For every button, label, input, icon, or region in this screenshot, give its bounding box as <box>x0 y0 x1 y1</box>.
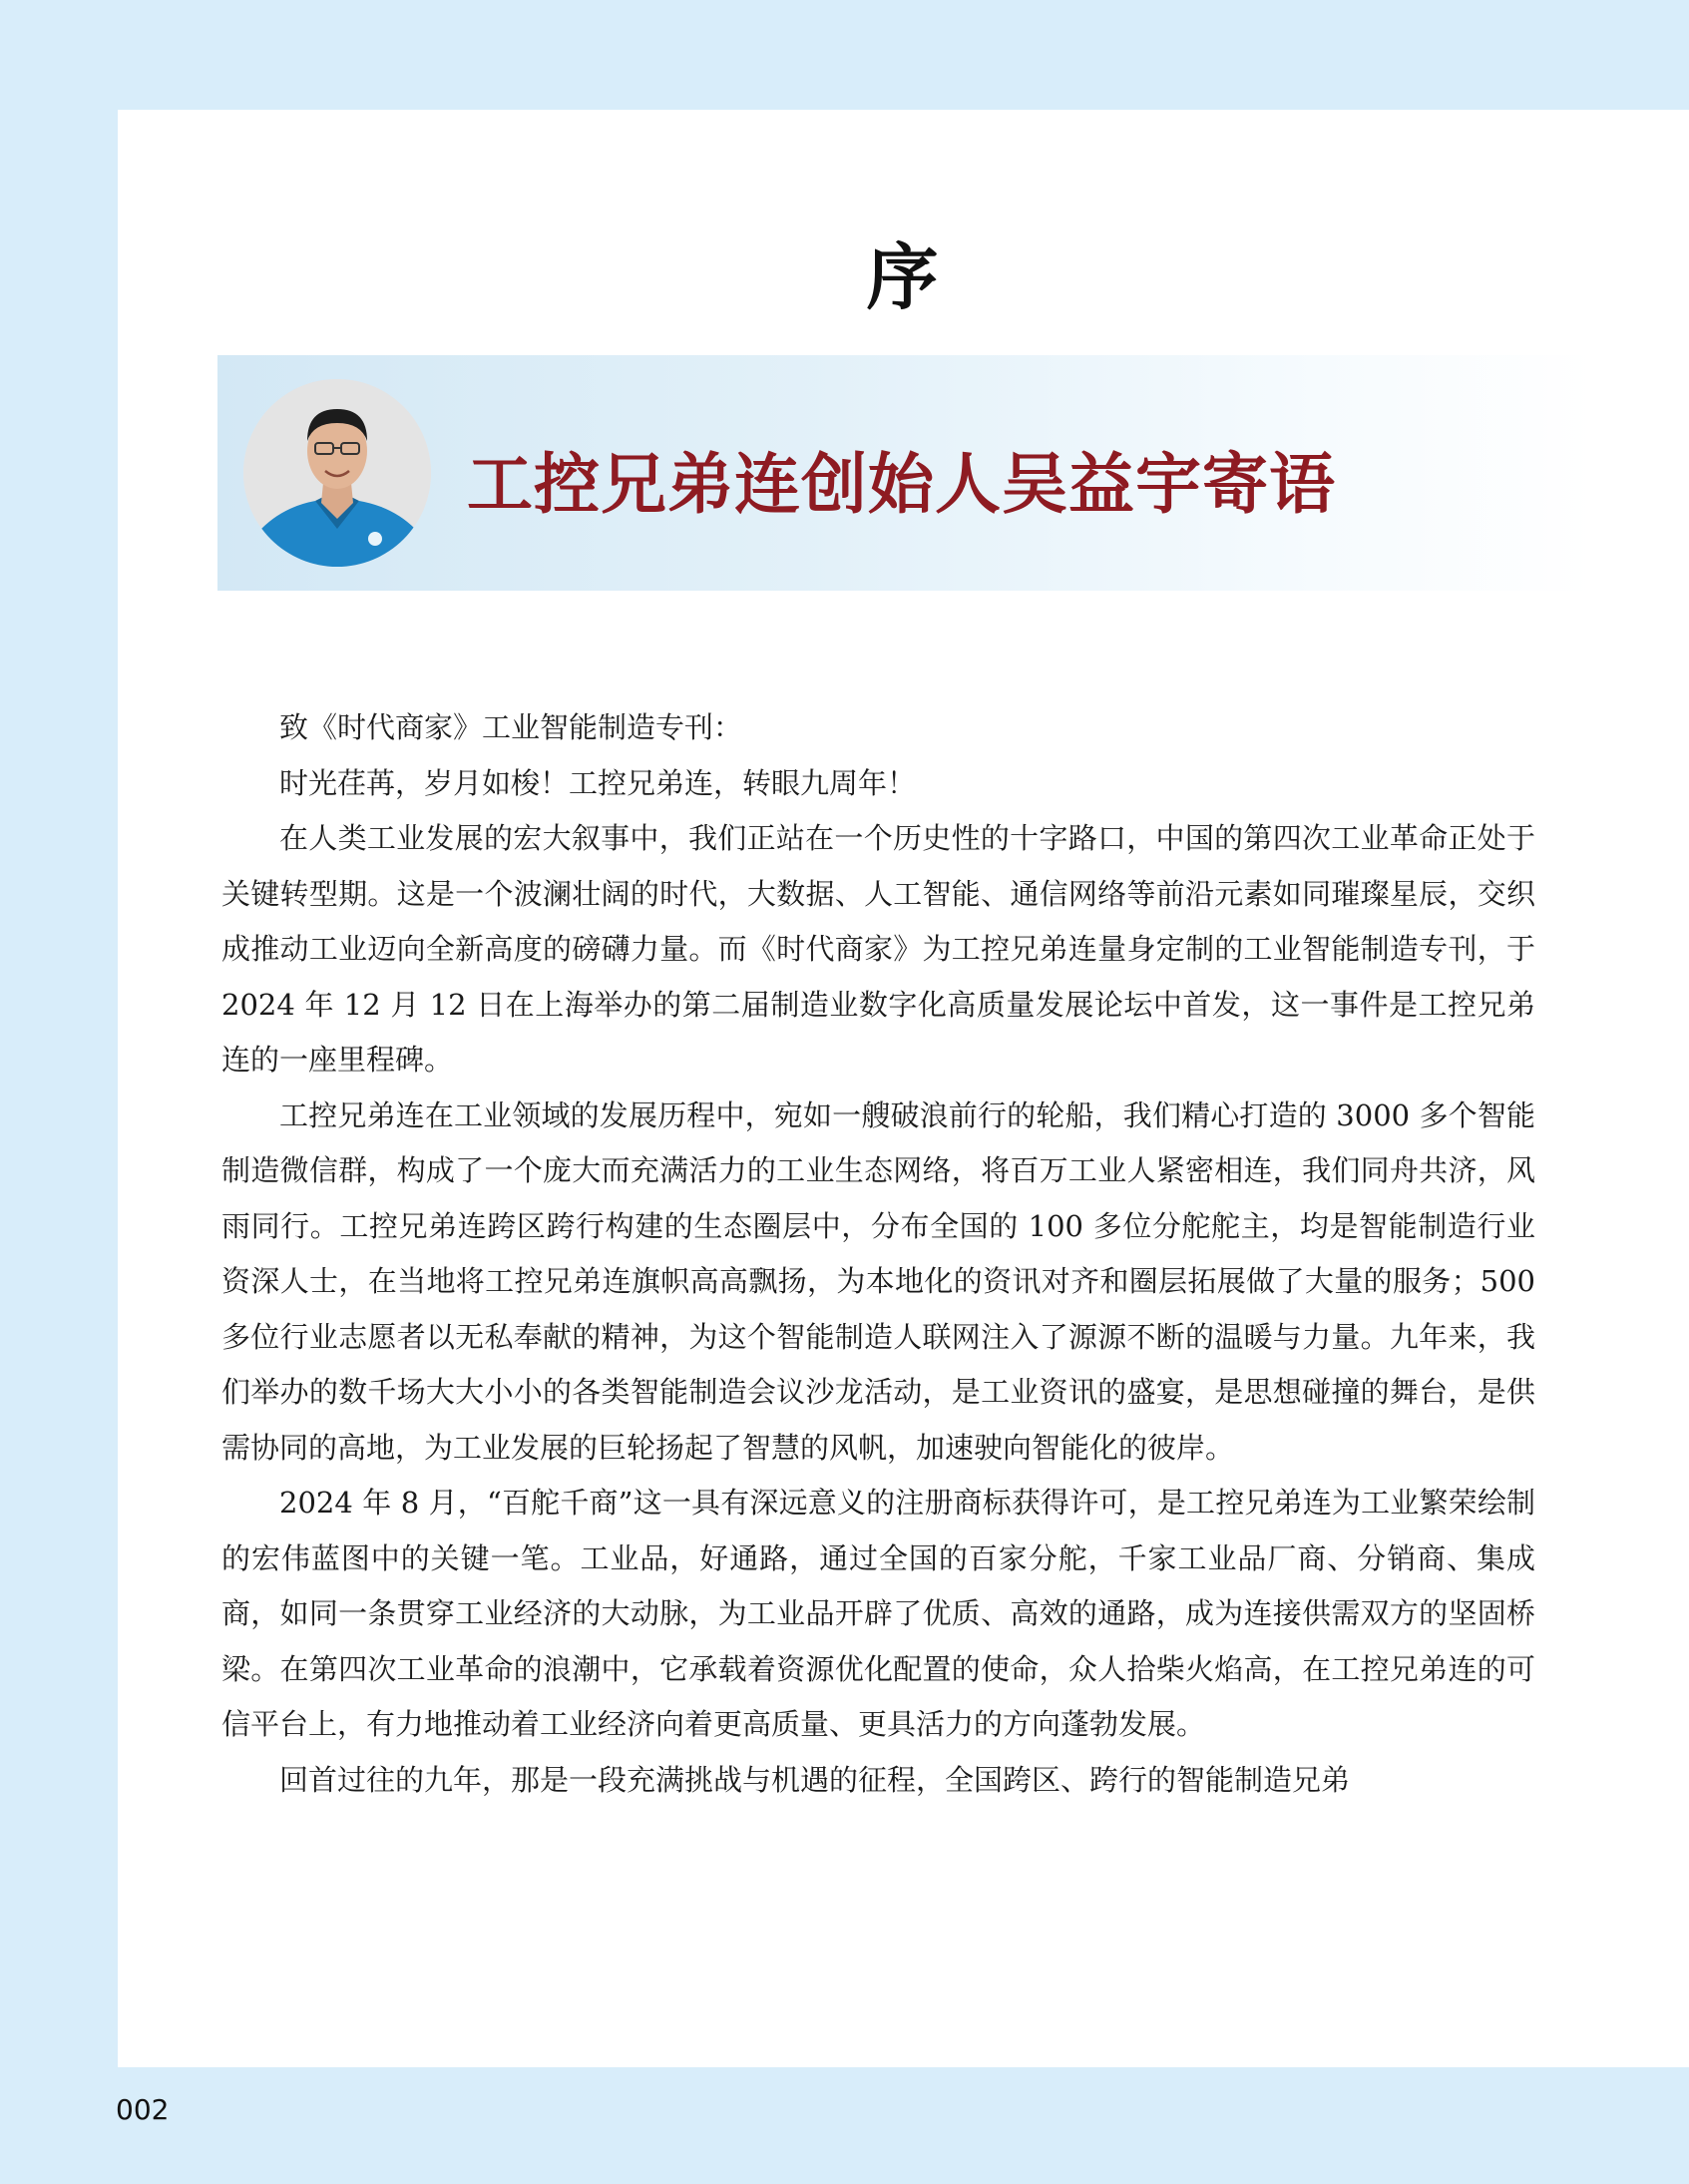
page-number: 002 <box>116 2093 170 2126</box>
paragraph: 时光荏苒，岁月如梭！工控兄弟连，转眼九周年！ <box>279 765 917 800</box>
paragraph: 回首过往的九年，那是一段充满挑战与机遇的征程，全国跨区、跨行的智能制造兄弟 <box>279 1762 1351 1797</box>
section-title: 序 <box>866 235 941 319</box>
paragraph: 在人类工业发展的宏大叙事中，我们正站在一个历史性的十字路口，中国的第四次工业革命正处于关键转型期。这是一个波澜壮阔的时代，大数据、人工智能、通信网络等前沿元素如同璀璨星辰，交织成推动工业迈向全新高度的磅礴力量。而《时代商家》为工控兄弟连量身定制的工业智能制造专刊，于 2024 年 12 月 12 日在上海举办的第二届制造业数字化高质量发展论坛中首发，这一事件是工控兄弟连的一座里程碑。 <box>221 821 1535 1077</box>
page-sheet <box>118 110 1689 2067</box>
founder-portrait <box>243 379 431 567</box>
article-body <box>221 700 1535 1808</box>
paragraph: 工控兄弟连在工业领域的发展历程中，宛如一艘破浪前行的轮船，我们精心打造的 3000 多个智能制造微信群，构成了一个庞大而充满活力的工业生态网络，将百万工业人紧密相连，我们同舟共济，风雨同行。工控兄弟连跨区跨行构建的生态圈层中，分布全国的 100 多位分舵舵主，均是智能制造行业资深人士，在当地将工控兄弟连旗帜高高飘扬，为本地化的资讯对齐和圈层拓展做了大量的服务；500 多位行业志愿者以无私奉献的精神，为这个智能制造人联网注入了源源不断的温暖与力量。九年来，我们举办的数千场大大小小的各类智能制造会议沙龙活动，是工业资讯的盛宴，是思想碰撞的舞台，是供需协同的高地，为工业发展的巨轮扬起了智慧的风帆，加速驶向智能化的彼岸。 <box>221 1097 1535 1465</box>
title-banner <box>217 355 1594 591</box>
portrait-image <box>243 379 431 567</box>
paragraph: 致《时代商家》工业智能制造专刊： <box>279 710 743 744</box>
banner-heading: 工控兄弟连创始人吴益宇寄语 <box>467 446 1336 523</box>
paragraph: 2024 年 8 月，“百舵千商”这一具有深远意义的注册商标获得许可，是工控兄弟连为工业繁荣绘制的宏伟蓝图中的关键一笔。工业品，好通路，通过全国的百家分舵，千家工业品厂商、分销商、集成商，如同一条贯穿工业经济的大动脉，为工业品开辟了优质、高效的通路，成为连接供需双方的坚固桥梁。在第四次工业革命的浪潮中，它承载着资源优化配置的使命，众人拾柴火焰高，在工控兄弟连的可信平台上，有力地推动着工业经济向着更高质量、更具活力的方向蓬勃发展。 <box>221 1486 1535 1741</box>
